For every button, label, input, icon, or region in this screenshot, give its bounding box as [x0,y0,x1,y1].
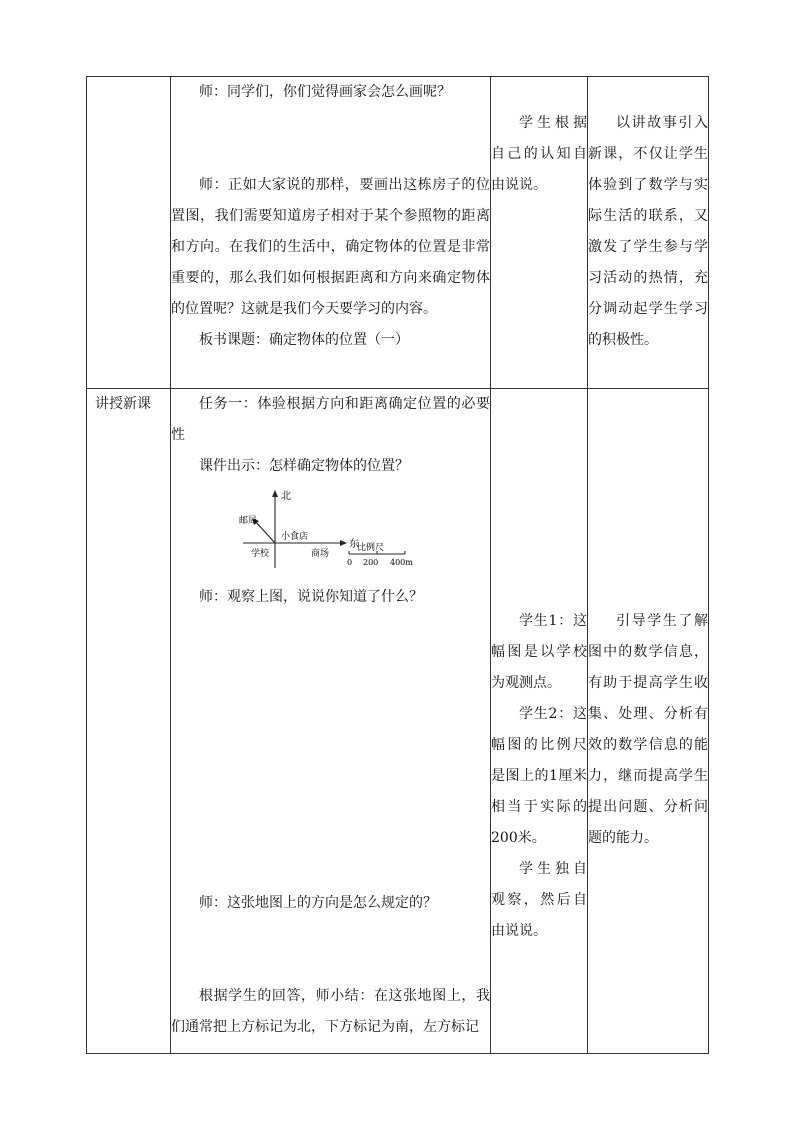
task-heading: 任务一：体验根据方向和距离确定位置的必要性 [171,396,490,443]
table-row-new-lesson [87,389,709,1054]
teacher-summary: 根据学生的回答，师小结：在这张地图上，我们通常把上方标记为北，下方标记为南，左方标记 [171,988,490,1035]
teacher-activity-cell [171,389,491,1054]
student-activity-cell [491,77,588,389]
design-intent-cell [588,77,709,389]
section-label: 讲授新课 [95,396,151,412]
design-intent: 以讲故事引入新课，不仅让学生体验到了数学与实际生活的联系，又激发了学生参与学习活动的热情，充分调动起学生学习的积极性。 [588,115,708,348]
scale-tick-0: 0 [347,558,353,567]
shop-label: 小食店 [281,532,309,542]
direction-map-figure [209,488,413,572]
row-label-cell [87,77,171,389]
row-label-cell [87,389,171,1054]
post-office-label: 邮局 [239,516,258,526]
mall-label: 商场 [311,549,330,559]
teacher-question-direction: 师：这张地图上的方向是怎么规定的？ [199,895,437,911]
scale-title: 比例尺 [357,543,385,553]
student-observe: 学生独自观察，然后自由说说。 [491,861,587,939]
student-answer-1: 学生1：这幅图是以学校为观测点。 [491,613,587,691]
teacher-explanation: 师：正如大家说的那样，要画出这栋房子的位置图，我们需要知道房子相对于某个参照物的距离和方向。在我们的生活中，确定物体的位置是非常重要的，那么我们如何根据距离和方向来确定物体的位置呢？这就是我们今天要学习的内容。 [171,177,490,317]
north-label: 北 [281,491,291,502]
scale-tick-400: 400m [390,558,413,567]
table-row-intro [87,77,709,389]
student-answer-2: 学生2：这幅图的比例尺是图上的1厘米相当于实际的200米。 [491,706,587,846]
courseware-prompt: 课件出示：怎样确定物体的位置？ [199,458,409,474]
school-label: 学校 [251,549,270,559]
student-response: 学生根据自己的认知自由说说。 [491,115,587,193]
teacher-activity-cell [171,77,491,389]
teacher-question: 师：同学们，你们觉得画家会怎么画呢？ [199,84,451,100]
design-intent: 引导学生了解图中的数学信息，有助于提高学生收集、处理、分析有效的数学信息的能力，继而提高学生提出问题、分析问题的能力。 [588,613,708,846]
scale-tick-200: 200 [363,558,379,567]
east-label: 东 [349,539,359,550]
teacher-question-observe: 师：观察上图，说说你知道了什么？ [199,589,423,605]
student-activity-cell [491,389,588,1054]
lesson-plan-table [86,76,709,1054]
design-intent-cell [588,389,709,1054]
board-title: 板书课题：确定物体的位置（一） [199,332,409,348]
